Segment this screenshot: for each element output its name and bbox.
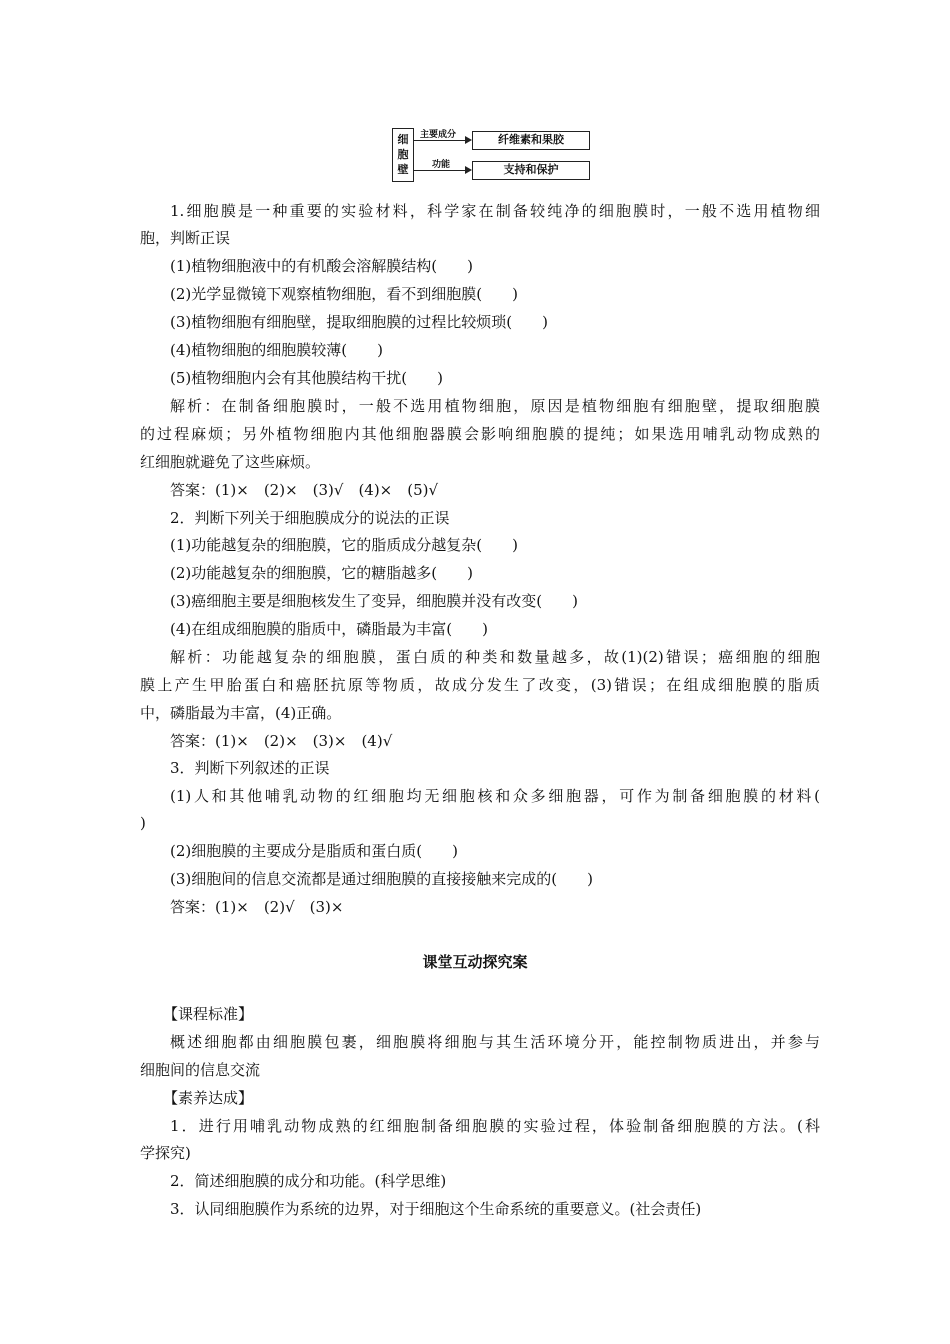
question-1-text: 1.细胞膜是一种重要的实验材料，科学家在制备较纯净的细胞膜时，一般不选用植物细 [170,202,820,220]
section-title: 课堂互动探究案 [422,953,528,971]
arrow-line [414,140,466,141]
cell-wall-char: 壁 [397,163,409,176]
cell-wall-char: 胞 [397,148,409,161]
analysis-text: 红细胞就避免了这些麻烦。 [140,453,321,471]
question-2-text: 2．判断下列关于细胞膜成分的说法的正误 [170,509,450,527]
question-item: (1)人和其他哺乳动物的红细胞均无细胞核和众多细胞器，可作为制备细胞膜的材料( [170,787,820,805]
question-item: (3)植物细胞有细胞壁，提取细胞膜的过程比较烦琐( ) [170,313,548,331]
question-item-cont: ) [140,814,146,832]
main-component-label: 主要成分 [420,130,457,140]
competency-item-cont: 学探究) [140,1144,191,1162]
arrow-line [414,170,466,171]
question-item: (3)癌细胞主要是细胞核发生了变异，细胞膜并没有改变( ) [170,592,578,610]
question-item: (2)细胞膜的主要成分是脂质和蛋白质( ) [170,842,458,860]
function-label: 功能 [432,160,451,170]
arrow-right-icon [465,166,472,174]
question-item: (2)功能越复杂的细胞膜，它的糖脂越多( ) [170,564,473,582]
question-item: (3)细胞间的信息交流都是通过细胞膜的直接接触来完成的( ) [170,870,593,888]
arrow-right-icon [465,136,472,144]
cell-wall-diagram [392,125,602,187]
question-item: (1)功能越复杂的细胞膜，它的脂质成分越复杂( ) [170,536,518,554]
function-box: 支持和保护 [472,161,590,180]
analysis-text: 解析：在制备细胞膜时，一般不选用植物细胞，原因是植物细胞有细胞壁，提取细胞膜 [170,397,820,415]
question-1-text-cont: 胞，判断正误 [140,229,231,247]
main-component-box: 纤维素和果胶 [472,131,590,150]
question-item: (2)光学显微镜下观察植物细胞，看不到细胞膜( ) [170,285,518,303]
cell-wall-char: 细 [397,133,409,146]
course-standard-text: 概述细胞都由细胞膜包裹，细胞膜将细胞与其生活环境分开，能控制物质进出，并参与 [170,1033,820,1051]
analysis-text: 的过程麻烦；另外植物细胞内其他细胞器膜会影响细胞膜的提纯；如果选用哺乳动物成熟的 [140,425,820,443]
question-item: (1)植物细胞液中的有机酸会溶解膜结构( ) [170,257,473,275]
question-3-text: 3．判断下列叙述的正误 [170,759,330,777]
competency-heading: 【素养达成】 [163,1089,254,1107]
analysis-text: 膜上产生甲胎蛋白和癌胚抗原等物质，故成分发生了改变，(3)错误；在组成细胞膜的脂质 [140,676,820,694]
answer-text: 答案：(1)× (2)√ (3)× [170,898,344,916]
question-item: (4)在组成细胞膜的脂质中，磷脂最为丰富( ) [170,620,488,638]
cell-wall-box [392,128,414,182]
competency-item: 3．认同细胞膜作为系统的边界，对于细胞这个生命系统的重要意义。(社会责任) [170,1200,702,1218]
analysis-text: 解析：功能越复杂的细胞膜，蛋白质的种类和数量越多，故(1)(2)错误；癌细胞的细胞 [170,648,820,666]
question-item: (4)植物细胞的细胞膜较薄( ) [170,341,383,359]
question-item: (5)植物细胞内会有其他膜结构干扰( ) [170,369,443,387]
course-standard-heading: 【课程标准】 [163,1005,254,1023]
answer-text: 答案：(1)× (2)× (3)√ (4)× (5)√ [170,481,439,499]
analysis-text: 中，磷脂最为丰富，(4)正确。 [140,704,342,722]
answer-text: 答案：(1)× (2)× (3)× (4)√ [170,732,393,750]
competency-item: 1．进行用哺乳动物成熟的红细胞制备细胞膜的实验过程，体验制备细胞膜的方法。(科 [170,1117,820,1135]
course-standard-text: 细胞间的信息交流 [140,1061,261,1079]
competency-item: 2．简述细胞膜的成分和功能。(科学思维) [170,1172,447,1190]
